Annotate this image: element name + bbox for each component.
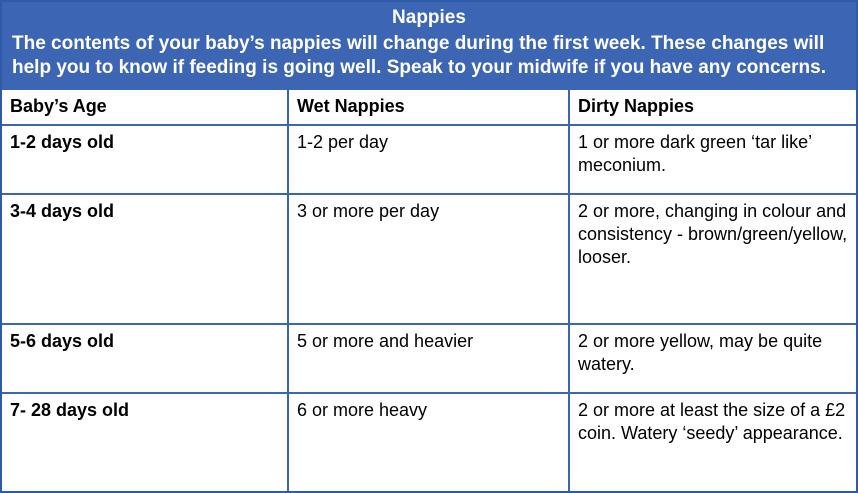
table-row [2,125,856,194]
cell-dirty-nappies: 2 or more, changing in colour and consistency - brown/green/yellow, looser. [569,194,856,323]
column-header-age: Baby’s Age [2,89,288,125]
column-header-dirty-nappies: Dirty Nappies [569,89,856,125]
cell-age: 7- 28 days old [2,393,288,491]
cell-wet-nappies: 1-2 per day [288,125,569,194]
table-header-row [2,89,856,125]
document-header-band [2,2,856,88]
cell-age: 3-4 days old [2,194,288,323]
column-header-wet-nappies: Wet Nappies [288,89,569,125]
cell-age: 1-2 days old [2,125,288,194]
table-row [2,324,856,393]
cell-wet-nappies: 3 or more per day [288,194,569,323]
cell-wet-nappies: 6 or more heavy [288,393,569,491]
document-intro-text: The contents of your baby’s nappies will change during the first week. These changes will help you to know if feeding is going well. Speak to your midwife if you have any concerns. [12,33,826,78]
cell-dirty-nappies: 2 or more yellow, may be quite watery. [569,324,856,393]
document-title: Nappies [392,7,466,28]
cell-dirty-nappies: 2 or more at least the size of a £2 coin. Watery ‘seedy’ appearance. [569,393,856,491]
cell-wet-nappies: 5 or more and heavier [288,324,569,393]
nappies-table [2,88,856,491]
cell-dirty-nappies: 1 or more dark green ‘tar like’ meconium. [569,125,856,194]
table-row [2,194,856,323]
table-row [2,393,856,491]
cell-age: 5-6 days old [2,324,288,393]
